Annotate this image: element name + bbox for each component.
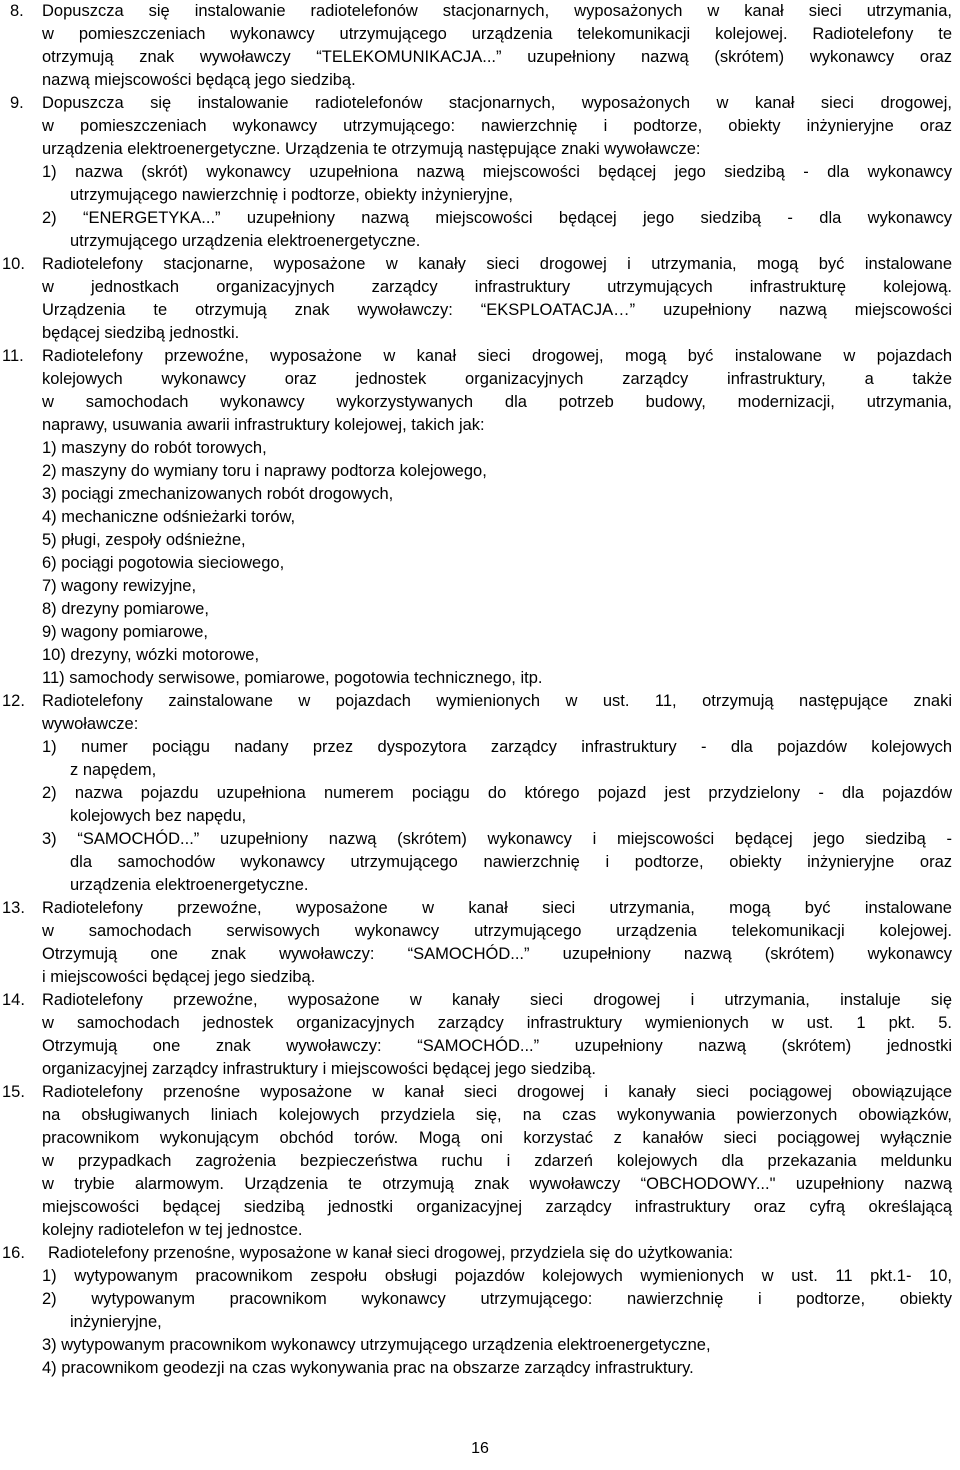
paragraph-line: Dopuszcza się instalowanie radiotelefonów stacjonarnych, wyposażonych w kanał sieci utrzymania, — [42, 2, 952, 20]
paragraph-line: 3) wytypowanym pracownikom wykonawcy utrzymującego urządzenia elektroenergetyczne, — [42, 1336, 711, 1354]
list-item: 1) maszyny do robót torowych, — [42, 439, 267, 457]
paragraph-number: 8. — [10, 2, 24, 20]
paragraph-line: w samochodach jednostek organizacyjnych zarządcy infrastruktury wymienionych w ust. 1 pkt. 5. — [42, 1014, 952, 1032]
paragraph-line: 1) numer pociągu nadany przez dyspozytora zarządcy infrastruktury - dla pojazdów kolejowych — [42, 738, 952, 756]
paragraph-line: w trybie alarmowym. Urządzenia te otrzymują znak wywoławczy “OBCHODOWY..." uzupełniony nazwą — [42, 1175, 952, 1193]
list-item: 11) samochody serwisowe, pomiarowe, pogotowia technicznego, itp. — [42, 669, 543, 687]
paragraph-line: naprawy, usuwania awarii infrastruktury kolejowej, takich jak: — [42, 416, 485, 434]
paragraph-line: dla samochodów wykonawcy utrzymującego nawierzchnię i podtorze, obiekty inżynieryjne oraz — [70, 853, 952, 871]
paragraph-line: 1) nazwa (skrót) wykonawcy uzupełniona nazwą miejscowości będącej jego siedzibą - dla wykonawcy — [42, 163, 952, 181]
paragraph-line: w pomieszczeniach wykonawcy utrzymującego: nawierzchnię i podtorze, obiekty inżynieryjne oraz — [42, 117, 952, 135]
list-item: 7) wagony rewizyjne, — [42, 577, 197, 595]
paragraph-line: 2) wytypowanym pracownikom wykonawcy utrzymującego: nawierzchnię i podtorze, obiekty — [42, 1290, 952, 1308]
list-item: 4) mechaniczne odśnieżarki torów, — [42, 508, 296, 526]
list-item: 8) drezyny pomiarowe, — [42, 600, 209, 618]
paragraph-line: 2) “ENERGETYKA...” uzupełniony nazwą miejscowości będącej jego siedzibą - dla wykonawcy — [42, 209, 952, 227]
paragraph-line: 1) wytypowanym pracownikom zespołu obsługi pojazdów kolejowych wymienionych w ust. 11 pkt.1- 10, — [42, 1267, 952, 1285]
list-item: 5) pługi, zespoły odśnieżne, — [42, 531, 246, 549]
paragraph-line: i miejscowości będącej jego siedzibą. — [42, 968, 316, 986]
paragraph-line: Radiotelefony zainstalowane w pojazdach wymienionych w ust. 11, otrzymują następujące znaki — [42, 692, 952, 710]
paragraph-line: z napędem, — [70, 761, 157, 779]
paragraph-line: kolejny radiotelefon w tej jednostce. — [42, 1221, 303, 1239]
paragraph-line: Radiotelefony przewoźne, wyposażone w kanał sieci utrzymania, mogą być instalowane — [42, 899, 952, 917]
paragraph-line: w jednostkach organizacyjnych zarządcy infrastruktury utrzymujących infrastrukturę kolejową. — [42, 278, 952, 296]
paragraph-number: 10. — [2, 255, 25, 273]
paragraph-line: Radiotelefony przewoźne, wyposażone w kanały sieci drogowej i utrzymania, instaluje się — [42, 991, 952, 1009]
paragraph-line: wywoławcze: — [42, 715, 139, 733]
paragraph-line: Otrzymują one znak wywoławczy: “SAMOCHÓD...” uzupełniony nazwą (skrótem) jednostki — [42, 1037, 952, 1055]
paragraph-line: urządzenia elektroenergetyczne. Urządzenia te otrzymują następujące znaki wywoławcze: — [42, 140, 701, 158]
paragraph-line: w samochodach serwisowych wykonawcy utrzymującego urządzenia telekomunikacji kolejowej. — [42, 922, 952, 940]
paragraph-line: będącej siedzibą jednostki. — [42, 324, 240, 342]
paragraph-line: w pomieszczeniach wykonawcy utrzymującego urządzenia telekomunikacji kolejowej. Radiotelefony te — [42, 25, 952, 43]
paragraph-line: Radiotelefony przenośne wyposażone w kanał sieci drogowej i kanały sieci pociągowej obowiązujące — [42, 1083, 952, 1101]
list-item: 9) wagony pomiarowe, — [42, 623, 208, 641]
list-item: 6) pociągi pogotowia sieciowego, — [42, 554, 285, 572]
paragraph-line: kolejowych wykonawcy oraz jednostek organizacyjnych zarządcy infrastruktury, a także — [42, 370, 952, 388]
paragraph-line: Otrzymują one znak wywoławczy: “SAMOCHÓD...” uzupełniony nazwą (skrótem) wykonawcy — [42, 945, 952, 963]
paragraph-line: 2) nazwa pojazdu uzupełniona numerem pociągu do którego pojazd jest przydzielony - dla pojazdów — [42, 784, 952, 802]
paragraph-number: 16. — [2, 1244, 25, 1262]
paragraph-line: otrzymują znak wywoławczy “TELEKOMUNIKACJA...” uzupełniony nazwą (skrótem) wykonawcy oraz — [42, 48, 952, 66]
page-number: 16 — [471, 1440, 489, 1457]
list-item: 2) maszyny do wymiany toru i naprawy podtorza kolejowego, — [42, 462, 487, 480]
paragraph-line: pracownikom wykonującym obchód torów. Mogą oni korzystać z kanałów sieci pociągowej wyłącznie — [42, 1129, 952, 1147]
paragraph-number: 14. — [2, 991, 25, 1009]
list-item: 10) drezyny, wózki motorowe, — [42, 646, 260, 664]
paragraph-number: 13. — [2, 899, 25, 917]
paragraph-line: 4) pracownikom geodezji na czas wykonywania prac na obszarze zarządcy infrastruktury. — [42, 1359, 694, 1377]
paragraph-line: nazwą miejscowości będącą jego siedzibą. — [42, 71, 356, 89]
paragraph-number: 12. — [2, 692, 25, 710]
paragraph-line: utrzymującego nawierzchnię i podtorze, obiekty inżynieryjne, — [70, 186, 513, 204]
paragraph-line: Radiotelefony stacjonarne, wyposażone w kanały sieci drogowej i utrzymania, mogą być instalowane — [42, 255, 952, 273]
paragraph-line: kolejowych bez napędu, — [70, 807, 247, 825]
paragraph-line: na obsługiwanych liniach kolejowych przydziela się, na czas wykonywania powierzonych obowiązków, — [42, 1106, 952, 1124]
list-item: 3) pociągi zmechanizowanych robót drogowych, — [42, 485, 394, 503]
paragraph-line: 3) “SAMOCHÓD...” uzupełniony nazwą (skrótem) wykonawcy i miejscowości będącej jego siedzibą - — [42, 830, 952, 848]
paragraph-line: Urządzenia te otrzymują znak wywoławczy: “EKSPLOATACJA…” uzupełniony nazwą miejscowości — [42, 301, 952, 319]
paragraph-line: urządzenia elektroenergetyczne. — [70, 876, 309, 894]
paragraph-line: Dopuszcza się instalowanie radiotelefonów stacjonarnych, wyposażonych w kanał sieci drogowej, — [42, 94, 952, 112]
paragraph-line: miejscowości będącej siedzibą jednostki organizacyjnej zarządcy infrastruktury oraz cyfrą określającą — [42, 1198, 952, 1216]
paragraph-number: 15. — [2, 1083, 25, 1101]
paragraph-number: 11. — [2, 347, 24, 365]
paragraph-line: utrzymującego urządzenia elektroenergetyczne. — [70, 232, 421, 250]
paragraph-line: w samochodach wykonawcy wykorzystywanych dla potrzeb budowy, modernizacji, utrzymania, — [42, 393, 952, 411]
paragraph-line: Radiotelefony przewoźne, wyposażone w kanał sieci drogowej, mogą być instalowane w pojazdach — [42, 347, 952, 365]
paragraph-number: 9. — [10, 94, 24, 112]
paragraph-line: organizacyjnej zarządcy infrastruktury i miejscowości będącej jego siedzibą. — [42, 1060, 596, 1078]
paragraph-line: inżynieryjne, — [70, 1313, 162, 1331]
paragraph-line: Radiotelefony przenośne, wyposażone w kanał sieci drogowej, przydziela się do użytkowania: — [48, 1244, 734, 1262]
paragraph-line: w przypadkach zagrożenia bezpieczeństwa ruchu i zdarzeń kolejowych dla przekazania meldunku — [42, 1152, 952, 1170]
